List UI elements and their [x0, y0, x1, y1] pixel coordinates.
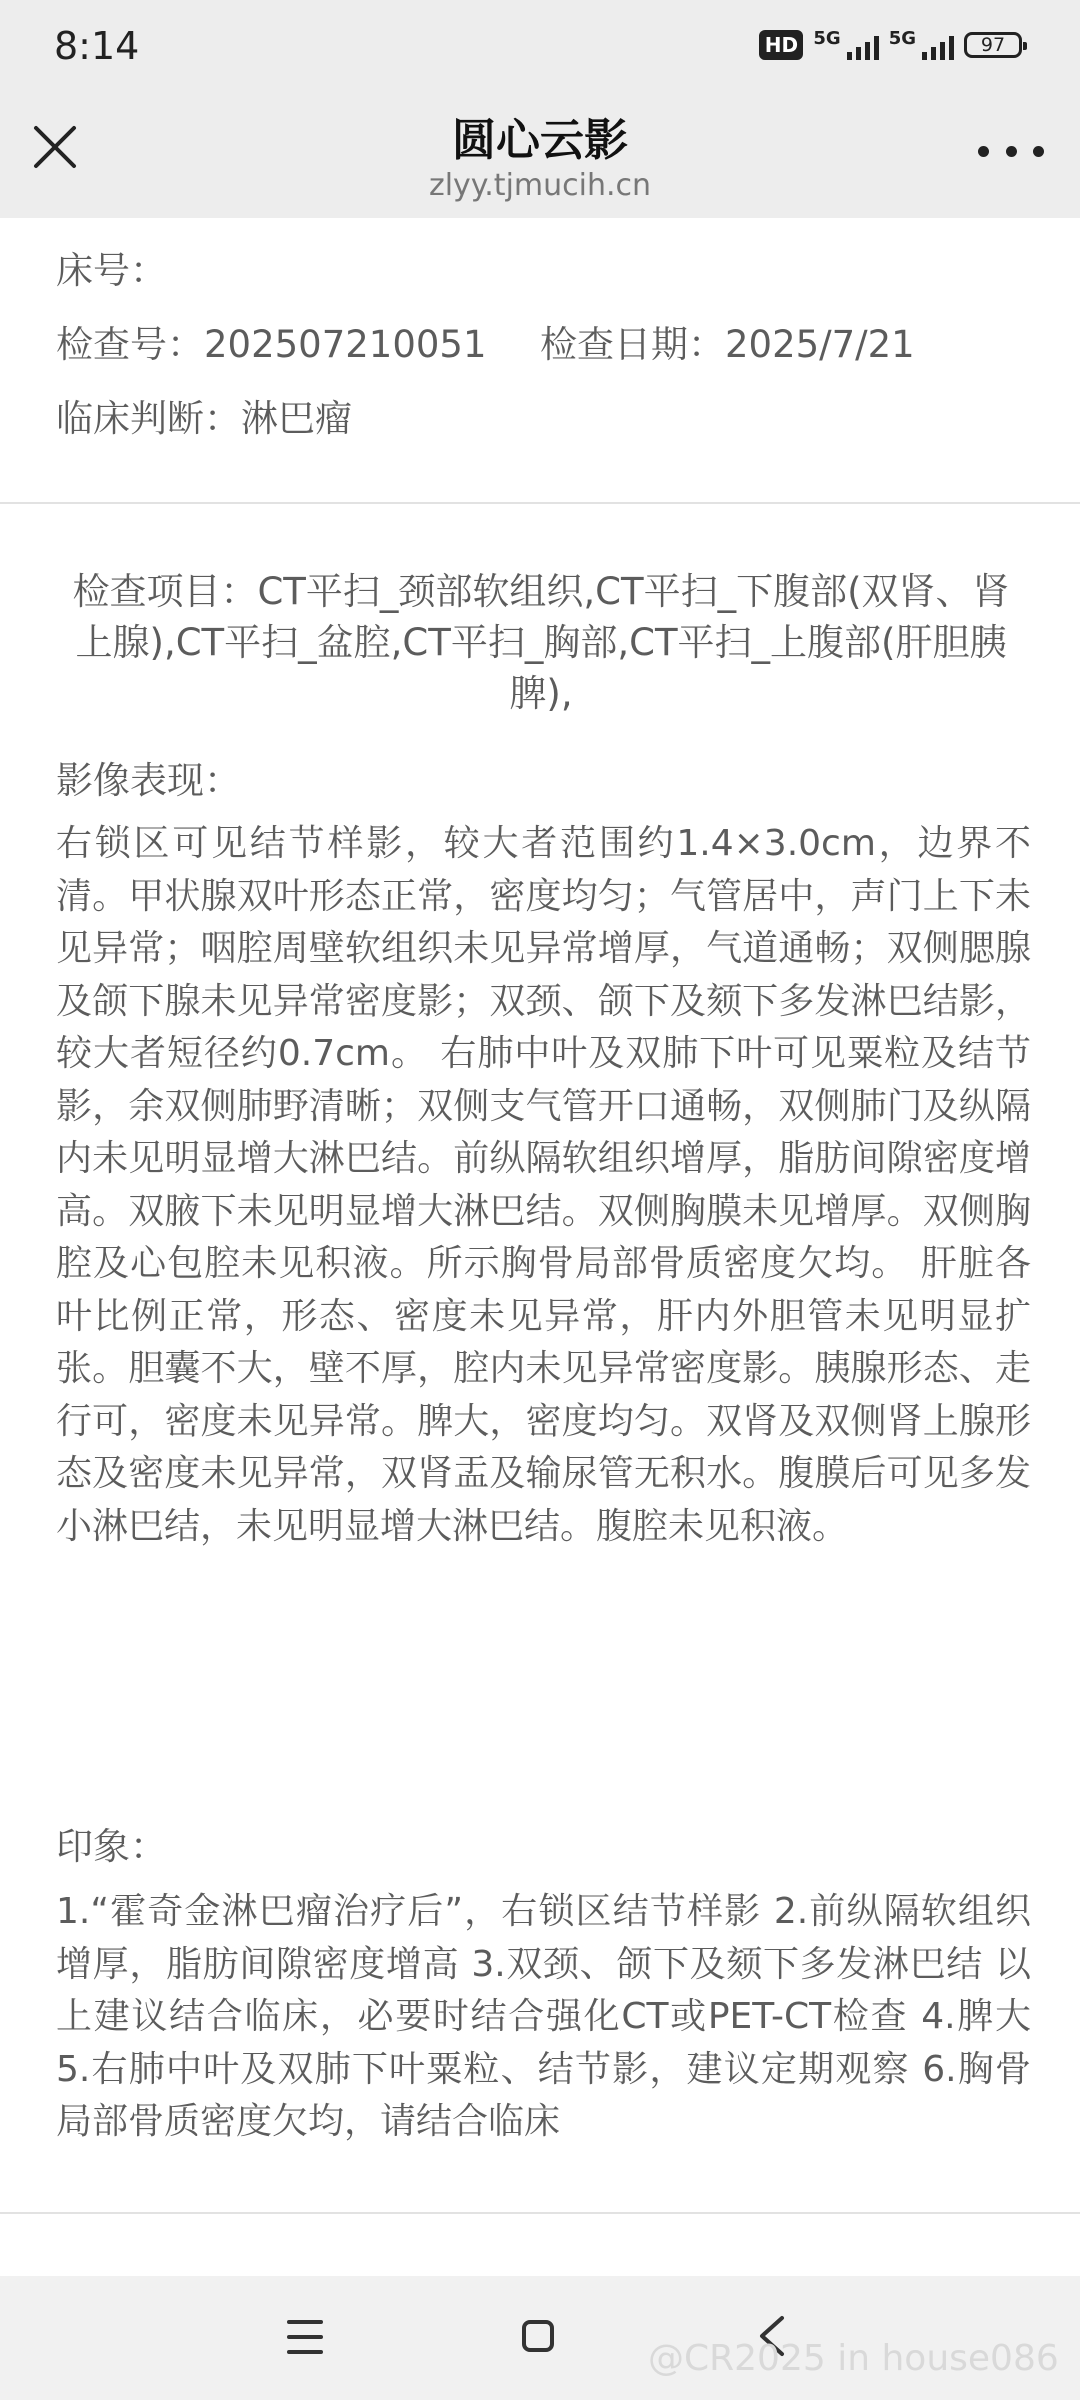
exam-number-value: 202507210051: [204, 323, 487, 366]
page-title: 圆心云影: [452, 115, 628, 166]
impression-label: 印象：: [56, 1825, 167, 1868]
bed-label: 床号：: [56, 249, 167, 292]
exam-date-value: 2025/7/21: [725, 323, 915, 366]
signal-icon-1: [813, 30, 878, 60]
divider-bottom: [0, 2212, 1080, 2214]
status-icons: [759, 30, 1022, 60]
watermark: @CR2025 in house086: [648, 2338, 1059, 2379]
battery-icon: 97: [964, 32, 1022, 58]
hd-icon: HD: [759, 30, 803, 60]
exam-date: [540, 314, 915, 368]
clinical-label: 临床判断：: [56, 397, 241, 440]
more-button[interactable]: [978, 136, 1044, 166]
home-button[interactable]: [522, 2320, 554, 2352]
signal-icon-2: [889, 30, 954, 60]
impression-text: 1.“霍奇金淋巴瘤治疗后”，右锁区结节样影 2.前纵隔软组织增厚，脂肪间隙密度增高 3.双颈、颌下及颏下多发淋巴结 以上建议结合临床，必要时结合强化CT或PET-CT检查 4.脾大 5.右肺中叶及双肺下叶粟粒、结节影，建议定期观察 6.胸骨局部骨质密度欠均，请结合临床: [56, 1891, 1031, 2142]
exam-items: 检查项目：CT平扫_颈部软组织,CT平扫_下腹部(双肾、肾上腺),CT平扫_盆腔,CT平扫_胸部,CT平扫_上腹部(肝胆胰脾),: [72, 570, 1010, 715]
page-url: zlyy.tjmucih.cn: [428, 168, 652, 203]
exam-number: [56, 314, 487, 368]
findings-label: 影像表现：: [56, 759, 241, 802]
more-icon: [978, 146, 989, 157]
clinical-value: 淋巴瘤: [241, 397, 352, 440]
status-time: 8:14: [54, 24, 140, 68]
network-label-2: 5G: [888, 28, 916, 49]
bed-number: [56, 240, 167, 294]
exam-date-label: 检查日期：: [540, 323, 725, 366]
network-label-1: 5G: [813, 28, 841, 49]
exam-number-label: 检查号：: [56, 323, 204, 366]
menu-icon: [287, 2320, 323, 2324]
clinical-diagnosis: [56, 388, 352, 442]
menu-button[interactable]: [287, 2320, 323, 2354]
divider: [0, 502, 1080, 504]
findings-text: 右锁区可见结节样影，较大者范围约1.4×3.0cm，边界不清。甲状腺双叶形态正常，密度均匀；气管居中，声门上下未见异常；咽腔周壁软组织未见异常增厚，气道通畅；双侧腮腺及颌下腺未见异常密度影；双颈、颌下及颏下多发淋巴结影，较大者短径约0.7cm。 右肺中叶及双肺下叶可见粟粒及结节影，余双侧肺野清晰；双侧支气管开口通畅，双侧肺门及纵隔内未见明显增大淋巴结。前纵隔软组织增厚，脂肪间隙密度增高。双腋下未见明显增大淋巴结。双侧胸膜未见增厚。双侧胸腔及心包腔未见积液。所示胸骨局部骨质密度欠均。 肝脏各叶比例正常，形态、密度未见异常，肝内外胆管未见明显扩张。胆囊不大，壁不厚，腔内未见异常密度影。胰腺形态、走行可，密度未见异常。脾大，密度均匀。双肾及双侧肾上腺形态及密度未见异常，双肾盂及输尿管无积水。腹膜后可见多发小淋巴结，未见明显增大淋巴结。腹腔未见积液。: [56, 823, 1031, 1547]
